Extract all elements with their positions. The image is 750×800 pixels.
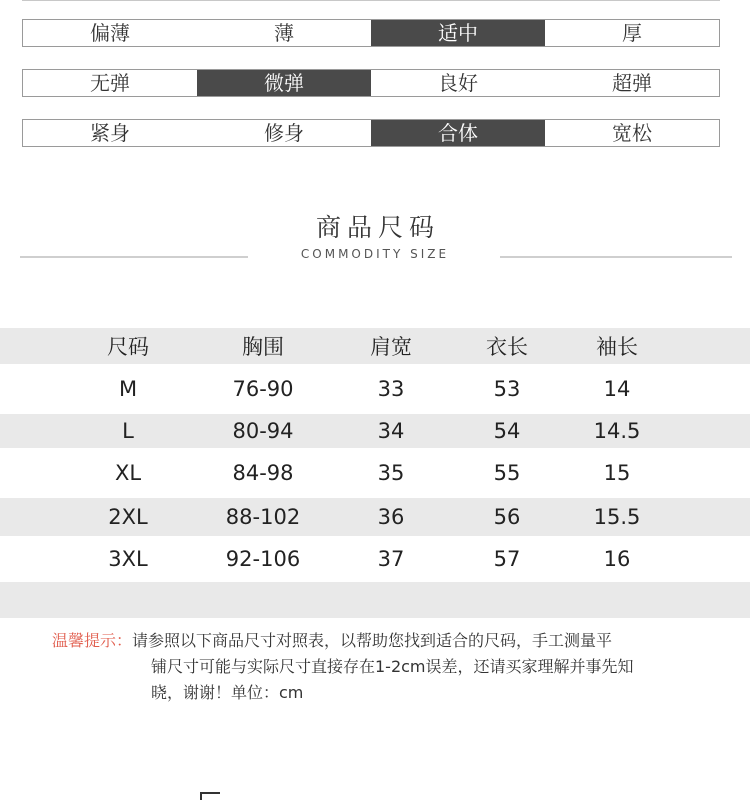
cell-sleeve: 16 [603,547,631,571]
size-table [0,328,750,618]
thickness-option-thick: 厚 [622,21,642,45]
table-row [0,414,750,448]
fit-option-slim: 修身 [264,121,304,145]
cell-length: 55 [493,461,521,485]
elasticity-option-none: 无弹 [90,71,130,95]
cell-sleeve: 14 [603,377,631,401]
heading-rule-left [20,256,248,258]
thickness-option-thin-ish: 偏薄 [90,21,130,45]
cell-shoulder: 34 [377,419,405,443]
elasticity-selector [22,69,720,97]
note-text-line-3: 晓，谢谢！单位：cm [151,683,304,702]
cell-shoulder: 37 [377,547,405,571]
table-row [0,448,750,498]
cell-size: 3XL [108,547,148,571]
cell-shoulder: 35 [377,461,405,485]
cell-length: 54 [493,419,521,443]
fit-option-loose: 宽松 [612,121,652,145]
cell-size: XL [114,461,142,485]
cell-shoulder: 33 [377,377,405,401]
cell-size: L [122,419,134,443]
table-row [0,536,750,582]
cell-size: M [118,377,138,401]
cropped-glyph-fragment [200,792,220,800]
thickness-option-medium: 适中 [371,20,545,46]
cell-chest: 84-98 [232,461,294,485]
heading-rule-right [500,256,732,258]
cell-sleeve: 15 [603,461,631,485]
table-header-row [0,328,750,364]
size-note [52,628,672,706]
thickness-selector [22,19,720,47]
cell-chest: 76-90 [232,377,294,401]
cell-size: 2XL [108,505,148,529]
cell-chest: 92-106 [225,547,301,571]
table-row [0,498,750,536]
section-title: 商品尺码 [315,213,440,242]
cell-chest: 88-102 [225,505,301,529]
section-subtitle: COMMODITY SIZE [300,247,450,261]
elasticity-option-good: 良好 [438,71,478,95]
header-sleeve: 袖长 [596,335,638,359]
fit-selector [22,119,720,147]
cell-shoulder: 36 [377,505,405,529]
cell-sleeve: 15.5 [593,505,641,529]
header-length: 衣长 [486,335,528,359]
header-shoulder: 肩宽 [370,335,412,359]
cell-length: 57 [493,547,521,571]
header-chest: 胸围 [242,335,284,359]
cell-sleeve: 14.5 [593,419,641,443]
cell-length: 56 [493,505,521,529]
note-text-line-2: 铺尺寸可能与实际尺寸直接存在1-2cm误差，还请买家理解并事先知 [151,657,634,676]
table-footer-band [0,582,750,618]
top-divider [22,0,720,1]
fit-option-regular: 合体 [371,120,545,146]
note-text-line-1: 请参照以下商品尺寸对照表，以帮助您找到适合的尺码，手工测量平 [132,631,613,650]
elasticity-option-slight: 微弹 [197,70,371,96]
note-label: 温馨提示： [52,631,133,650]
table-row [0,364,750,414]
thickness-option-thin: 薄 [274,21,294,45]
fit-option-tight: 紧身 [90,121,130,145]
header-size: 尺码 [107,335,149,359]
cell-chest: 80-94 [232,419,294,443]
cell-length: 53 [493,377,521,401]
elasticity-option-super: 超弹 [612,71,652,95]
